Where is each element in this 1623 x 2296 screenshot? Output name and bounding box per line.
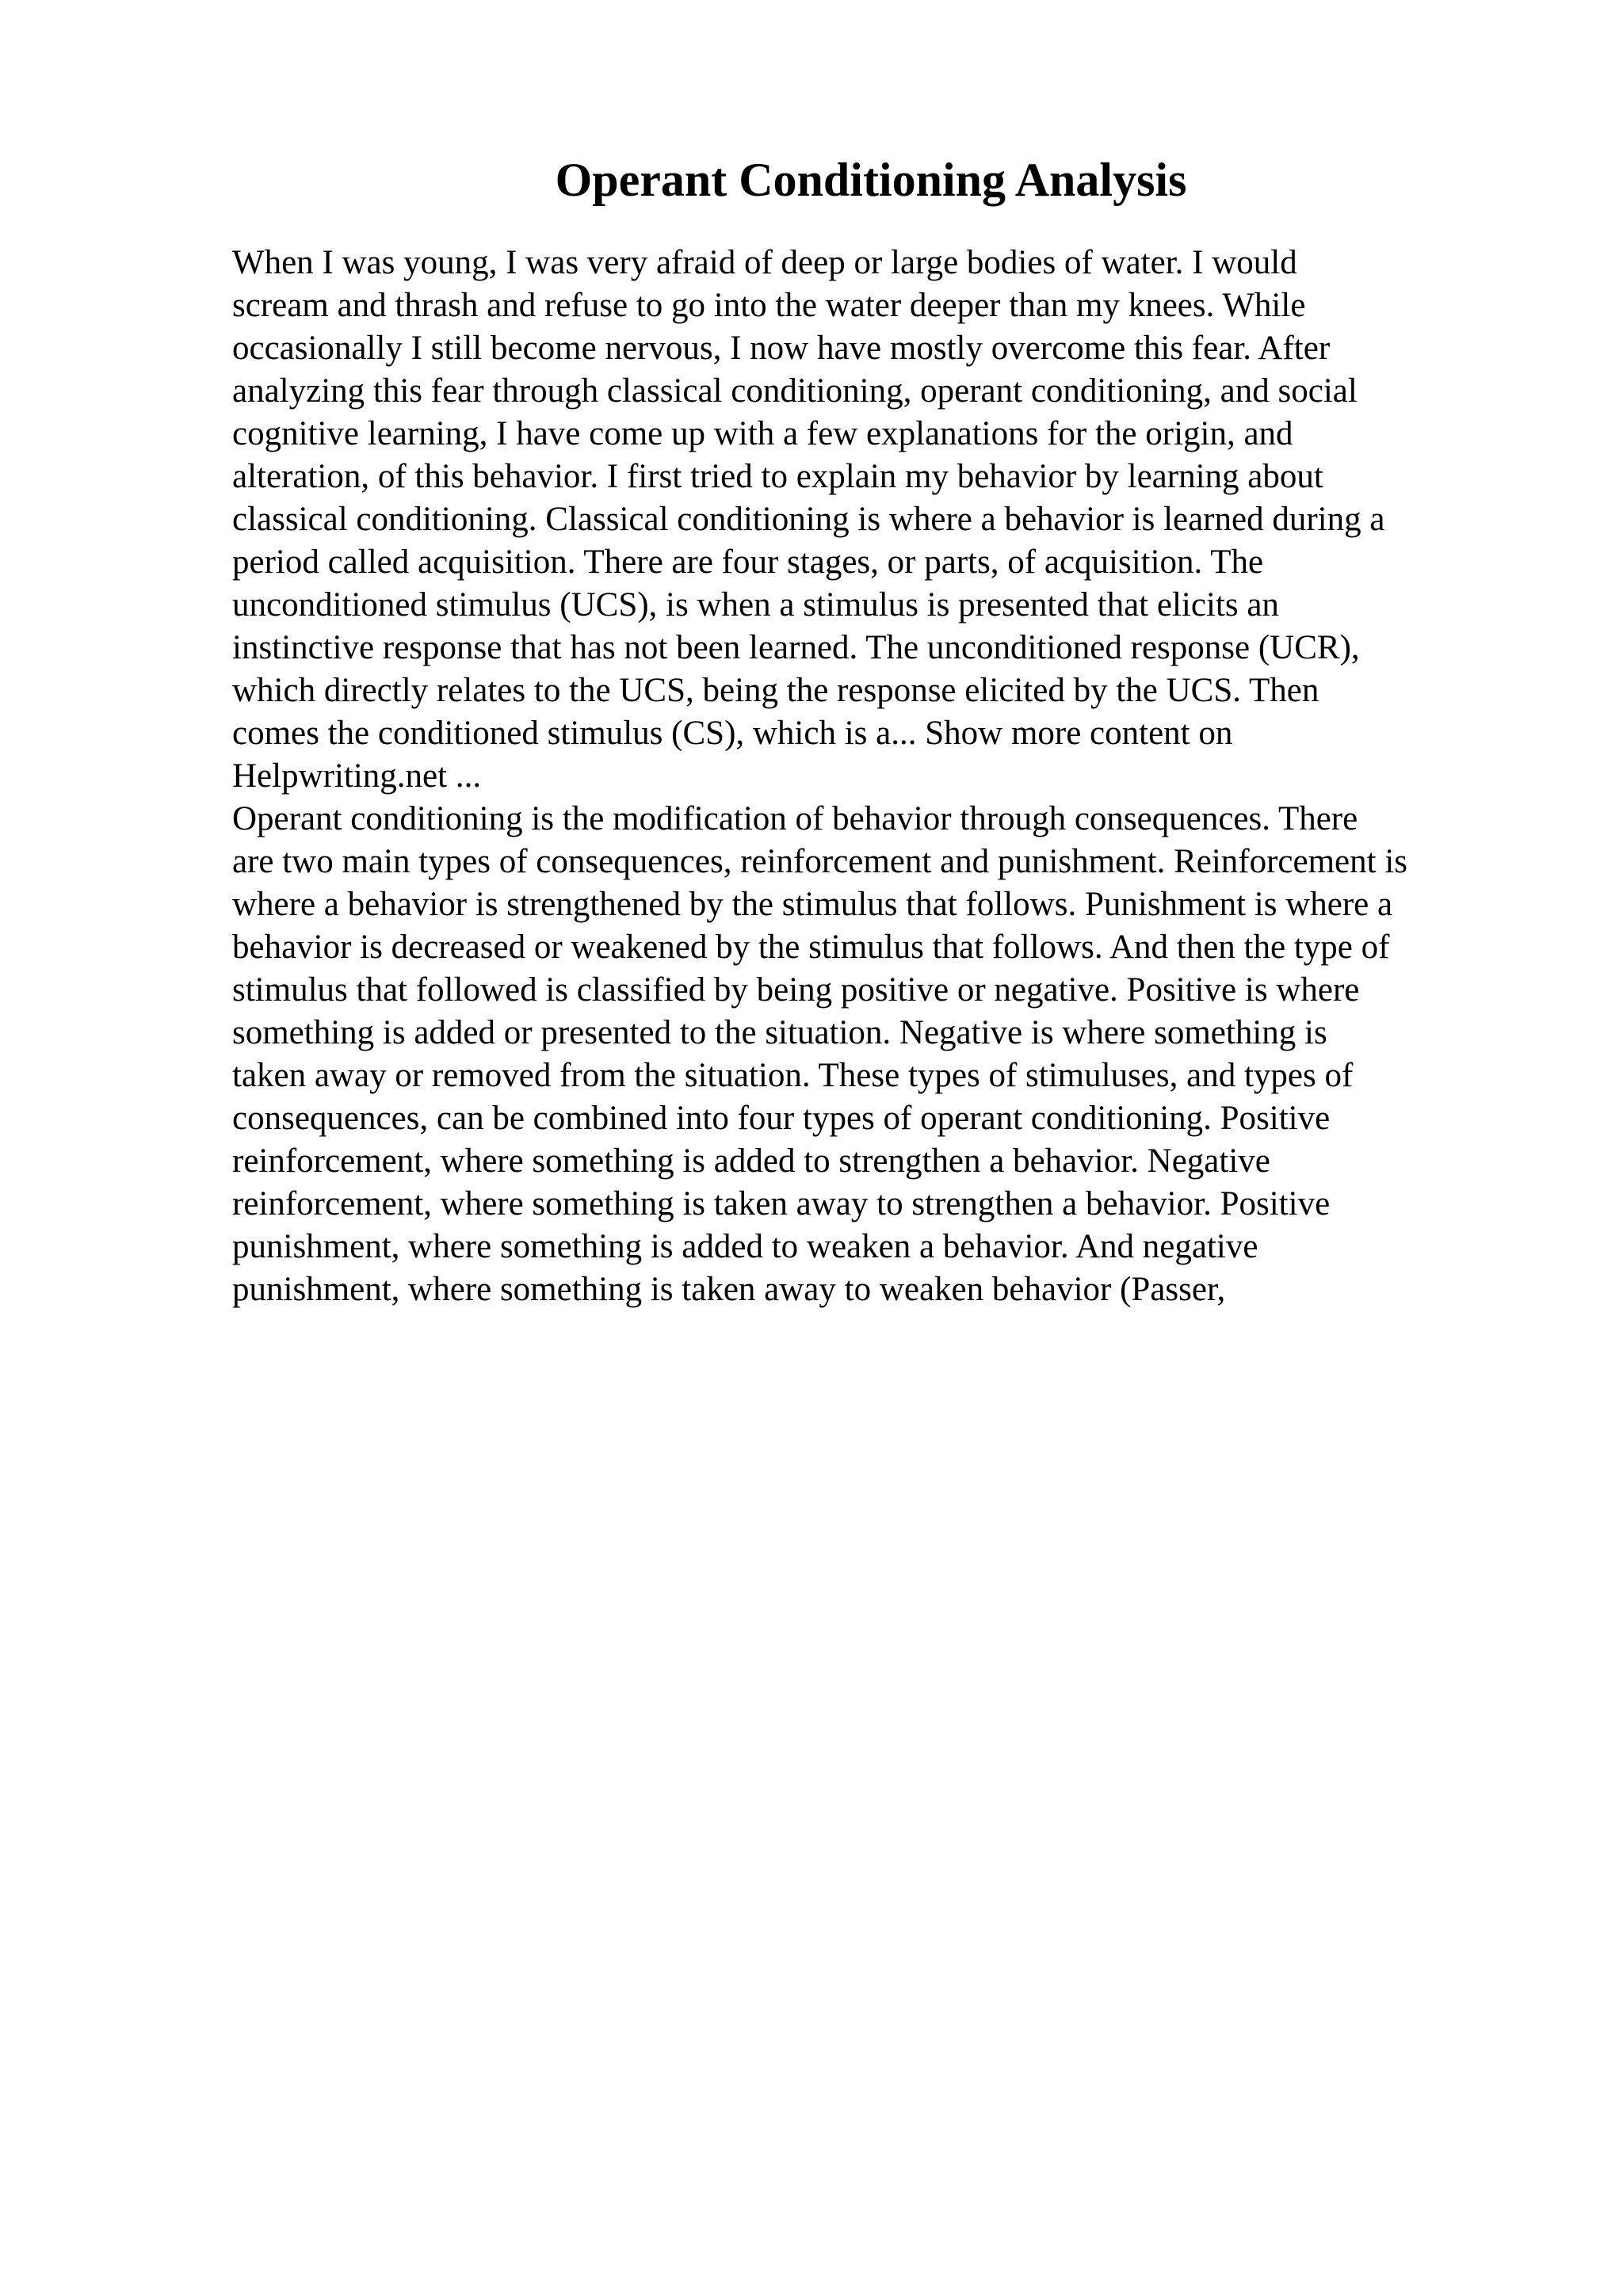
text-line: reinforcement, where something is added to strengthen a behavior. Negative: [232, 1142, 1270, 1180]
text-line: consequences, can be combined into four types of operant conditioning. Positive: [232, 1100, 1331, 1137]
text-line: period called acquisition. There are four stages, or parts, of acquisition. The: [232, 543, 1264, 581]
text-line: punishment, where something is taken away to weaken behavior (Passer,: [232, 1271, 1226, 1308]
text-line: occasionally I still become nervous, I now have mostly overcome this fear. After: [232, 330, 1331, 367]
text-line: Helpwriting.net ...: [232, 757, 482, 795]
text-line: alteration, of this behavior. I first tried to explain my behavior by learning about: [232, 458, 1323, 495]
document-title: Operant Conditioning Analysis: [555, 154, 1187, 206]
text-line: unconditioned stimulus (UCS), is when a stimulus is presented that elicits an: [232, 586, 1279, 624]
text-line: comes the conditioned stimulus (CS), which is a... Show more content on: [232, 715, 1233, 752]
document-body: [232, 242, 1516, 1311]
text-line: something is added or presented to the situation. Negative is where something is: [232, 1014, 1327, 1051]
text-line: stimulus that followed is classified by being positive or negative. Positive is where: [232, 971, 1360, 1009]
text-line: taken away or removed from the situation. These types of stimuluses, and types of: [232, 1057, 1354, 1094]
text-line: analyzing this fear through classical conditioning, operant conditioning, and social: [232, 372, 1358, 410]
text-line: behavior is decreased or weakened by the stimulus that follows. And then the type of: [232, 929, 1390, 966]
text-line: are two main types of consequences, reinforcement and punishment. Reinforcement is: [232, 843, 1408, 880]
text-line: Operant conditioning is the modification of behavior through consequences. There: [232, 800, 1358, 837]
text-line: cognitive learning, I have come up with a few explanations for the origin, and: [232, 415, 1293, 452]
text-line: reinforcement, where something is taken away to strengthen a behavior. Positive: [232, 1185, 1331, 1222]
text-line: scream and thrash and refuse to go into the water deeper than my knees. While: [232, 287, 1306, 324]
text-line: classical conditioning. Classical conditioning is where a behavior is learned during a: [232, 501, 1385, 538]
text-line: punishment, where something is added to weaken a behavior. And negative: [232, 1228, 1258, 1265]
text-line: where a behavior is strengthened by the stimulus that follows. Punishment is where a: [232, 886, 1393, 923]
text-line: which directly relates to the UCS, being the response elicited by the UCS. Then: [232, 672, 1319, 709]
text-line: When I was young, I was very afraid of deep or large bodies of water. I would: [232, 244, 1297, 281]
text-line: instinctive response that has not been learned. The unconditioned response (UCR),: [232, 629, 1360, 666]
